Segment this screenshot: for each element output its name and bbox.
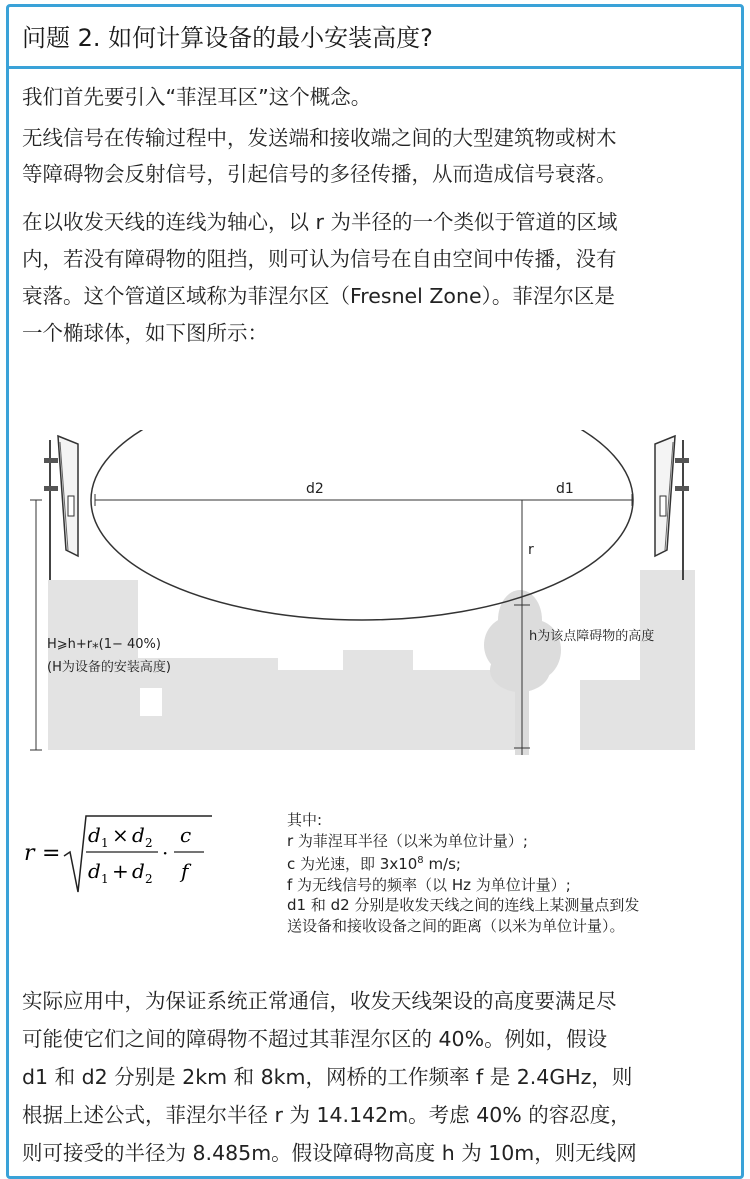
formula-num-d1: d — [88, 823, 101, 847]
formula-num-d2: d — [132, 823, 145, 847]
h-formula-label: H⩾h+r⁎(1− 40%) — [47, 637, 161, 652]
formula-num-sub1: 1 — [101, 836, 109, 850]
formula-equals: = — [42, 841, 61, 866]
para4-line2: 可能使它们之间的障碍物不超过其菲涅尔区的 40%。例如，假设 — [22, 1027, 608, 1051]
formula-f: f — [181, 859, 189, 883]
formula-den-d1: d — [88, 859, 101, 883]
formula-r: r — [24, 841, 35, 866]
para3-line3: 衰落。这个管道区域称为菲涅尔区（Fresnel Zone）。菲涅尔区是 — [22, 284, 615, 308]
d1-label: d1 — [556, 481, 574, 497]
para3-line2: 内，若没有障碍物的阻挡，则可认为信号在自由空间中传播，没有 — [22, 247, 617, 271]
para4-line4: 根据上述公式，菲涅尔半径 r 为 14.142m。考虑 40% 的容忍度， — [22, 1103, 631, 1127]
formula-dot: · — [162, 841, 169, 865]
r-label: r — [528, 542, 534, 558]
legend-head: 其中: — [287, 811, 323, 829]
para4-line3: d1 和 d2 分别是 2km 和 8km，网桥的工作频率 f 是 2.4GHz，则 — [22, 1065, 633, 1089]
legend-d-line1: d1 和 d2 分别是收发天线之间的连线上某测量点到发 — [287, 896, 640, 914]
fresnel-ellipse — [91, 430, 633, 620]
legend-d-line2: 送设备和接收设备之间的距离（以米为单位计量）。 — [287, 916, 625, 935]
para4-line5: 则可接受的半径为 8.485m。假设障碍物高度 h 为 10m，则无线网 — [22, 1141, 637, 1165]
fresnel-formula — [24, 812, 224, 902]
para3-line1: 在以收发天线的连线为轴心，以 r 为半径的一个类似于管道的区域 — [22, 210, 618, 234]
legend-c — [287, 851, 639, 875]
formula-den-sub1: 1 — [101, 872, 109, 886]
d2-label: d2 — [306, 481, 324, 497]
para2-line1: 无线信号在传输过程中，发送端和接收端之间的大型建筑物或树木 — [22, 126, 617, 150]
legend-c-post: m/s; — [423, 855, 461, 873]
right-antenna-icon — [655, 436, 689, 580]
intro-paragraph: 我们首先要引入“菲涅耳区”这个概念。 — [22, 85, 372, 109]
para3-line4: 一个椭球体，如下图所示： — [22, 321, 268, 345]
building-window — [140, 688, 162, 716]
legend-r: r 为菲涅耳半径（以米为单位计量）; — [287, 831, 528, 850]
formula-times: × — [112, 823, 129, 847]
h-note-label: (H为设备的安装高度) — [47, 660, 171, 675]
formula-num-sub2: 2 — [145, 836, 153, 850]
formula-legend — [287, 810, 639, 936]
obstacle-height-label: h为该点障碍物的高度 — [529, 629, 655, 644]
formula-plus: + — [112, 859, 129, 883]
formula-c: c — [180, 823, 192, 847]
legend-c-sup: 8 — [417, 855, 424, 866]
legend-f: f 为无线信号的频率（以 Hz 为单位计量）; — [287, 875, 571, 894]
fresnel-zone-diagram — [20, 430, 720, 760]
left-antenna-icon — [44, 436, 78, 580]
page-title: 问题 2. 如何计算设备的最小安装高度? — [22, 24, 433, 52]
legend-c-pre: c 为光速，即 3x10 — [287, 855, 418, 873]
formula-den-sub2: 2 — [145, 872, 153, 886]
para4-line1: 实际应用中，为保证系统正常通信，收发天线架设的高度要满足尽 — [22, 989, 617, 1013]
formula-den-d2: d — [132, 859, 145, 883]
title-divider — [9, 66, 741, 69]
para2-line2: 等障碍物会反射信号，引起信号的多径传播，从而造成信号衰落。 — [22, 162, 617, 186]
